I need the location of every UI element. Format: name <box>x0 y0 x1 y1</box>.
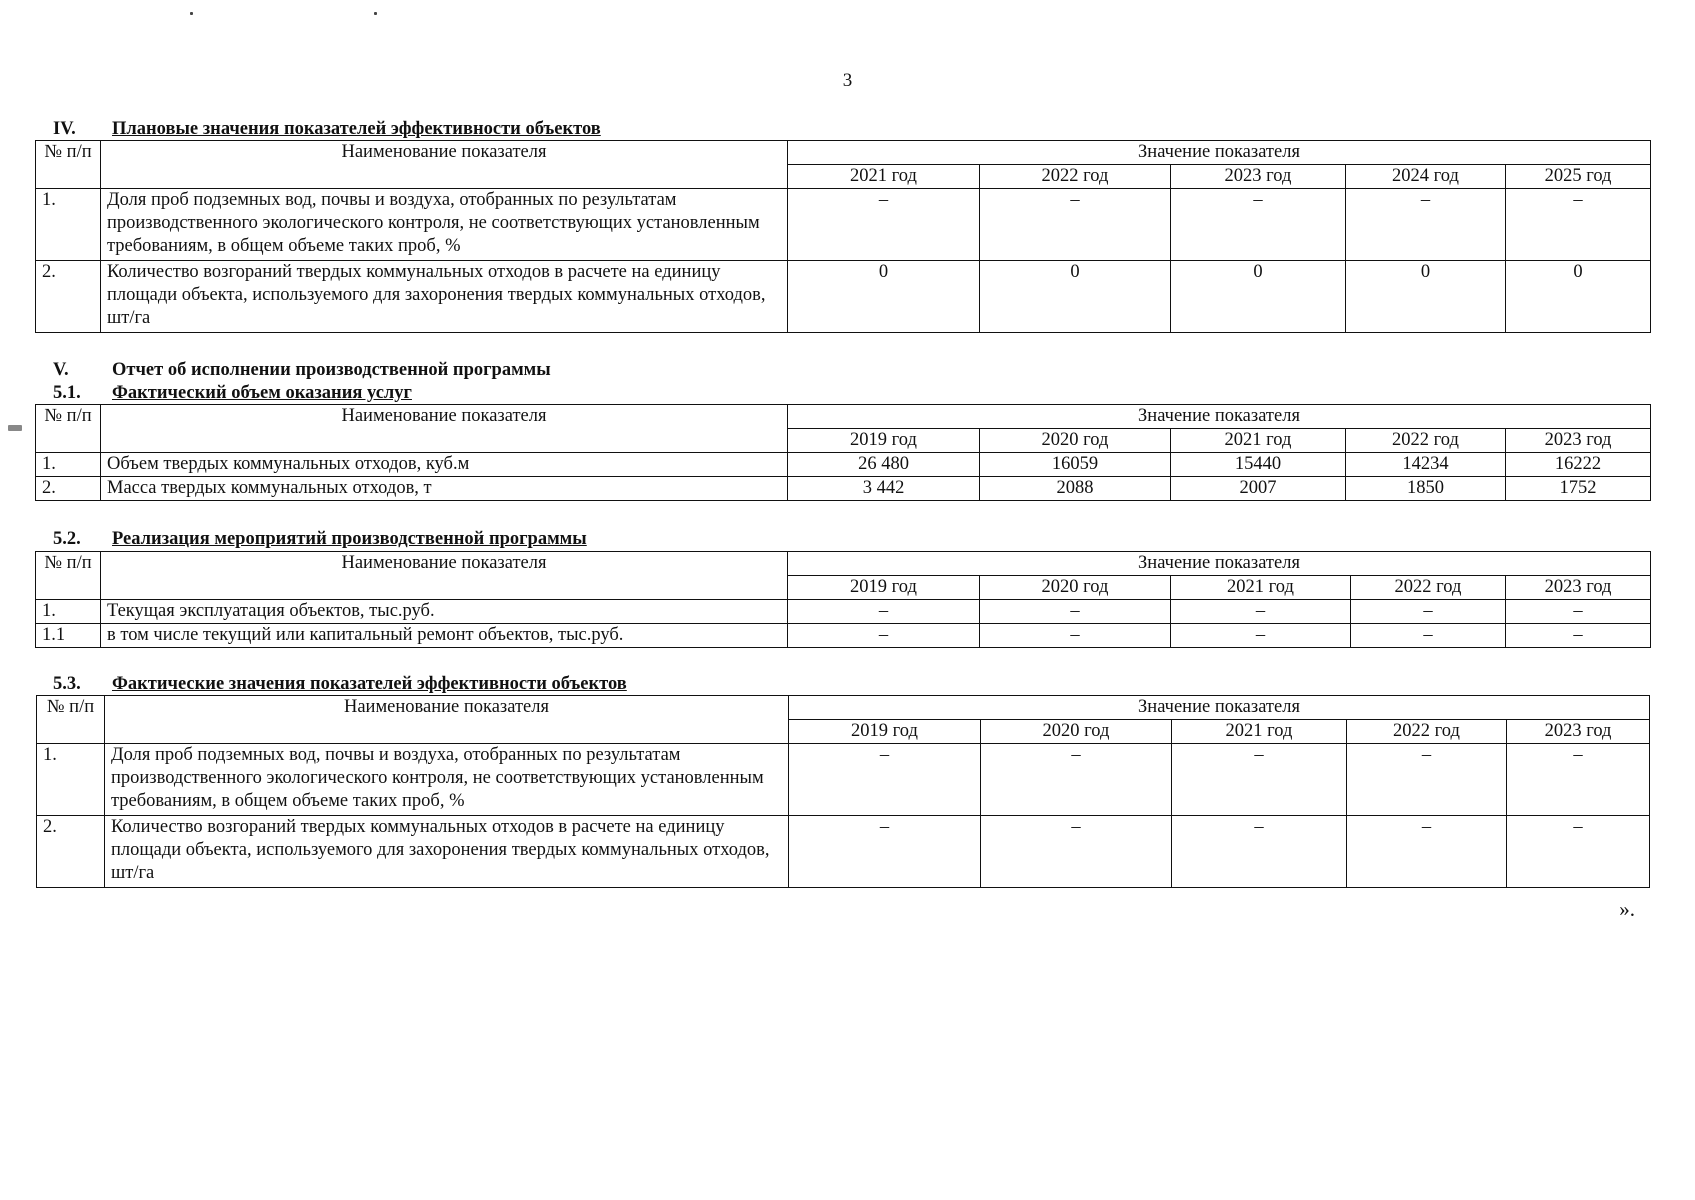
row-value: 0 <box>980 261 1171 333</box>
row-value: 2088 <box>980 477 1171 501</box>
section-4-number: IV. <box>53 119 76 139</box>
header-year: 2022 год <box>1351 576 1506 600</box>
row-indicator-name: Количество возгораний твердых коммунальных отходов в расчете на единицу площади объекта, используемого для захоронения твердых коммунальных отходов, шт/га <box>105 816 789 888</box>
row-value: – <box>1351 624 1506 648</box>
header-value-group: Значение показателя <box>789 696 1650 720</box>
row-indicator-name: в том числе текущий или капитальный ремонт объектов, тыс.руб. <box>101 624 788 648</box>
header-year: 2019 год <box>789 720 981 744</box>
row-value: – <box>980 624 1171 648</box>
row-value: 2007 <box>1171 477 1346 501</box>
header-year: 2020 год <box>980 429 1171 453</box>
row-number: 2. <box>36 477 101 501</box>
row-value: – <box>788 624 980 648</box>
row-indicator-name: Объем твердых коммунальных отходов, куб.м <box>101 453 788 477</box>
closing-quote-mark: ». <box>1619 897 1635 921</box>
header-year: 2021 год <box>1172 720 1347 744</box>
row-indicator-name: Доля проб подземных вод, почвы и воздуха, отобранных по результатам производственного экологического контроля, не соответствующих установленным требованиям, в общем объеме таких проб, % <box>105 744 789 816</box>
row-value: – <box>1171 189 1346 261</box>
row-value: – <box>1507 744 1650 816</box>
row-value: – <box>1506 600 1651 624</box>
section-4-title: Плановые значения показателей эффективности объектов <box>112 119 601 139</box>
row-value: 3 442 <box>788 477 980 501</box>
actual-volume-table <box>35 404 1651 501</box>
row-value: – <box>788 189 980 261</box>
row-number: 2. <box>37 816 105 888</box>
table-row <box>36 624 1651 648</box>
table-row <box>36 477 1651 501</box>
section-5-1-title: Фактический объем оказания услуг <box>112 383 412 403</box>
row-indicator-name: Масса твердых коммунальных отходов, т <box>101 477 788 501</box>
header-year: 2025 год <box>1506 165 1651 189</box>
row-value: – <box>1172 816 1347 888</box>
section-4-heading <box>53 118 601 140</box>
row-value: – <box>1171 624 1351 648</box>
section-5-1-number: 5.1. <box>53 383 81 403</box>
row-value: – <box>789 816 981 888</box>
header-number: № п/п <box>36 552 101 600</box>
page-number: 3 <box>842 70 853 91</box>
row-value: – <box>980 189 1171 261</box>
section-5-number: V. <box>53 360 69 380</box>
section-5-2-heading <box>53 528 587 550</box>
table-row <box>36 453 1651 477</box>
row-value: 26 480 <box>788 453 980 477</box>
row-number: 1. <box>36 189 101 261</box>
header-year: 2019 год <box>788 576 980 600</box>
program-activities-table <box>35 551 1651 648</box>
section-5-3-number: 5.3. <box>53 674 81 694</box>
table-row <box>36 261 1651 333</box>
row-number: 1. <box>37 744 105 816</box>
actual-indicators-table <box>36 695 1650 888</box>
row-value: 15440 <box>1171 453 1346 477</box>
row-value: – <box>788 600 980 624</box>
row-value: 0 <box>1171 261 1346 333</box>
header-indicator-name: Наименование показателя <box>101 405 788 453</box>
row-value: 0 <box>788 261 980 333</box>
row-value: – <box>1351 600 1506 624</box>
header-year: 2020 год <box>981 720 1172 744</box>
row-number: 1. <box>36 600 101 624</box>
row-value: 0 <box>1506 261 1651 333</box>
header-number: № п/п <box>37 696 105 744</box>
row-value: 16059 <box>980 453 1171 477</box>
row-value: 14234 <box>1346 453 1506 477</box>
row-indicator-name: Доля проб подземных вод, почвы и воздуха, отобранных по результатам производственного экологического контроля, не соответствующих установленным требованиям, в общем объеме таких проб, % <box>101 189 788 261</box>
table-row <box>37 816 1650 888</box>
header-year: 2023 год <box>1507 720 1650 744</box>
table-row <box>36 600 1651 624</box>
row-value: – <box>981 816 1172 888</box>
scan-artifact <box>374 12 377 15</box>
header-year: 2022 год <box>1347 720 1507 744</box>
section-5-3-title: Фактические значения показателей эффективности объектов <box>112 674 627 694</box>
scan-artifact <box>8 425 22 431</box>
row-value: – <box>981 744 1172 816</box>
header-value-group: Значение показателя <box>788 405 1651 429</box>
row-value: – <box>980 600 1171 624</box>
row-number: 2. <box>36 261 101 333</box>
section-5-heading <box>53 359 551 381</box>
row-value: – <box>1346 189 1506 261</box>
table-row <box>37 744 1650 816</box>
row-value: – <box>1507 816 1650 888</box>
header-year: 2023 год <box>1506 429 1651 453</box>
row-indicator-name: Текущая эксплуатация объектов, тыс.руб. <box>101 600 788 624</box>
header-number: № п/п <box>36 141 101 189</box>
header-year: 2022 год <box>980 165 1171 189</box>
header-year: 2022 год <box>1346 429 1506 453</box>
header-year: 2023 год <box>1171 165 1346 189</box>
header-year: 2020 год <box>980 576 1171 600</box>
header-value-group: Значение показателя <box>788 552 1651 576</box>
header-number: № п/п <box>36 405 101 453</box>
header-indicator-name: Наименование показателя <box>101 552 788 600</box>
row-value: 0 <box>1346 261 1506 333</box>
row-value: 1850 <box>1346 477 1506 501</box>
row-indicator-name: Количество возгораний твердых коммунальных отходов в расчете на единицу площади объекта, используемого для захоронения твердых коммунальных отходов, шт/га <box>101 261 788 333</box>
row-value: – <box>1172 744 1347 816</box>
row-value: 1752 <box>1506 477 1651 501</box>
scan-artifact <box>190 12 193 15</box>
header-value-group: Значение показателя <box>788 141 1651 165</box>
section-5-2-title: Реализация мероприятий производственной программы <box>112 529 587 549</box>
section-5-title: Отчет об исполнении производственной программы <box>112 360 551 380</box>
section-5-1-heading <box>53 382 412 404</box>
header-indicator-name: Наименование показателя <box>101 141 788 189</box>
header-indicator-name: Наименование показателя <box>105 696 789 744</box>
section-5-3-heading <box>53 673 627 695</box>
row-value: – <box>1506 624 1651 648</box>
header-year: 2021 год <box>1171 576 1351 600</box>
header-year: 2023 год <box>1506 576 1651 600</box>
section-5-2-number: 5.2. <box>53 529 81 549</box>
header-year: 2021 год <box>1171 429 1346 453</box>
row-value: – <box>1347 744 1507 816</box>
row-number: 1. <box>36 453 101 477</box>
header-year: 2021 год <box>788 165 980 189</box>
row-value: – <box>789 744 981 816</box>
row-value: 16222 <box>1506 453 1651 477</box>
row-value: – <box>1506 189 1651 261</box>
planned-indicators-table <box>35 140 1651 333</box>
header-year: 2024 год <box>1346 165 1506 189</box>
row-value: – <box>1347 816 1507 888</box>
table-row <box>36 189 1651 261</box>
row-value: – <box>1171 600 1351 624</box>
row-number: 1.1 <box>36 624 101 648</box>
header-year: 2019 год <box>788 429 980 453</box>
